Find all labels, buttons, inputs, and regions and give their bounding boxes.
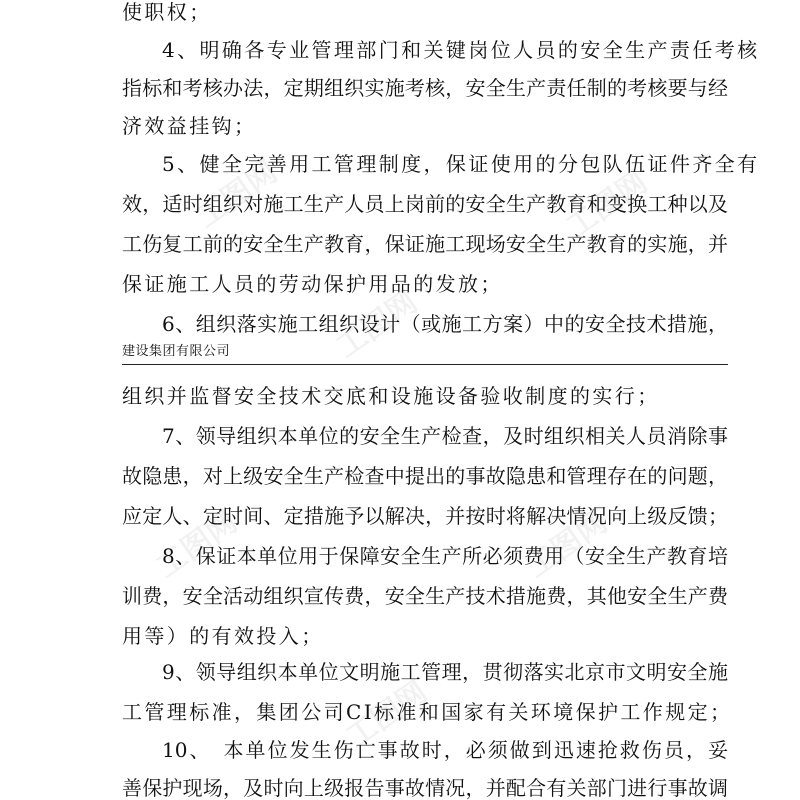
- watermark: 工图网: [150, 504, 244, 586]
- text-line: 故隐患，对上级安全生产检查中提出的事故隐患和管理存在的问题，: [122, 464, 728, 488]
- text-line: 4、明确各专业管理部门和关键岗位人员的安全生产责任考核: [162, 38, 760, 62]
- text-line: 10、 本单位发生伤亡事故时，必须做到迅速抢救伤员，妥: [162, 738, 728, 762]
- text-line: 8、保证本单位用于保障安全生产所必须费用（安全生产教育培: [162, 544, 728, 568]
- text-line: 训费，安全活动组织宣传费，安全生产技术措施费，其他安全生产费: [122, 584, 728, 608]
- watermark: 工图网: [330, 284, 424, 366]
- text-line: 工管理标准，集团公司CI标准和国家有关环境保护工作规定；: [122, 700, 733, 724]
- text-line: 9、领导组织本单位文明施工管理，贯彻落实北京市文明安全施: [162, 660, 728, 684]
- text-line: 使职权；: [122, 0, 212, 24]
- text-line: 善保护现场，及时向上级报告事故情况，并配合有关部门进行事故调: [122, 776, 728, 800]
- text-line: 工伤复工前的安全生产教育，保证施工现场安全生产教育的实施，并: [122, 232, 728, 256]
- text-line: 6、组织落实施工组织设计（或施工方案）中的安全技术措施，: [162, 312, 728, 336]
- text-line: 7、领导组织本单位的安全生产检查，及时组织相关人员消除事: [162, 424, 728, 448]
- text-line: 组织并监督安全技术交底和设施设备验收制度的实行；: [122, 384, 660, 408]
- text-line: 5、健全完善用工管理制度，保证使用的分包队伍证件齐全有: [162, 152, 760, 176]
- header-divider: [122, 364, 728, 365]
- text-line: 济效益挂钩；: [122, 114, 257, 138]
- watermark: 工图网: [520, 504, 614, 586]
- text-line: 指标和考核办法，定期组织实施考核，安全生产责任制的考核要与经: [122, 76, 728, 100]
- text-line: 保证施工人员的劳动保护用品的发放；: [122, 272, 503, 296]
- watermark: 工图网: [190, 154, 284, 236]
- text-line: 效，适时组织对施工生产人员上岗前的安全生产教育和变换工种以及: [122, 192, 728, 216]
- text-line: 应定人、定时间、定措施予以解决，并按时将解决情况向上级反馈；: [122, 504, 728, 528]
- watermark: 工图网: [340, 674, 434, 756]
- text-line: 用等）的有效投入；: [122, 624, 324, 648]
- page-header-company: 建设集团有限公司: [122, 344, 231, 359]
- watermark: 工图网: [560, 164, 654, 246]
